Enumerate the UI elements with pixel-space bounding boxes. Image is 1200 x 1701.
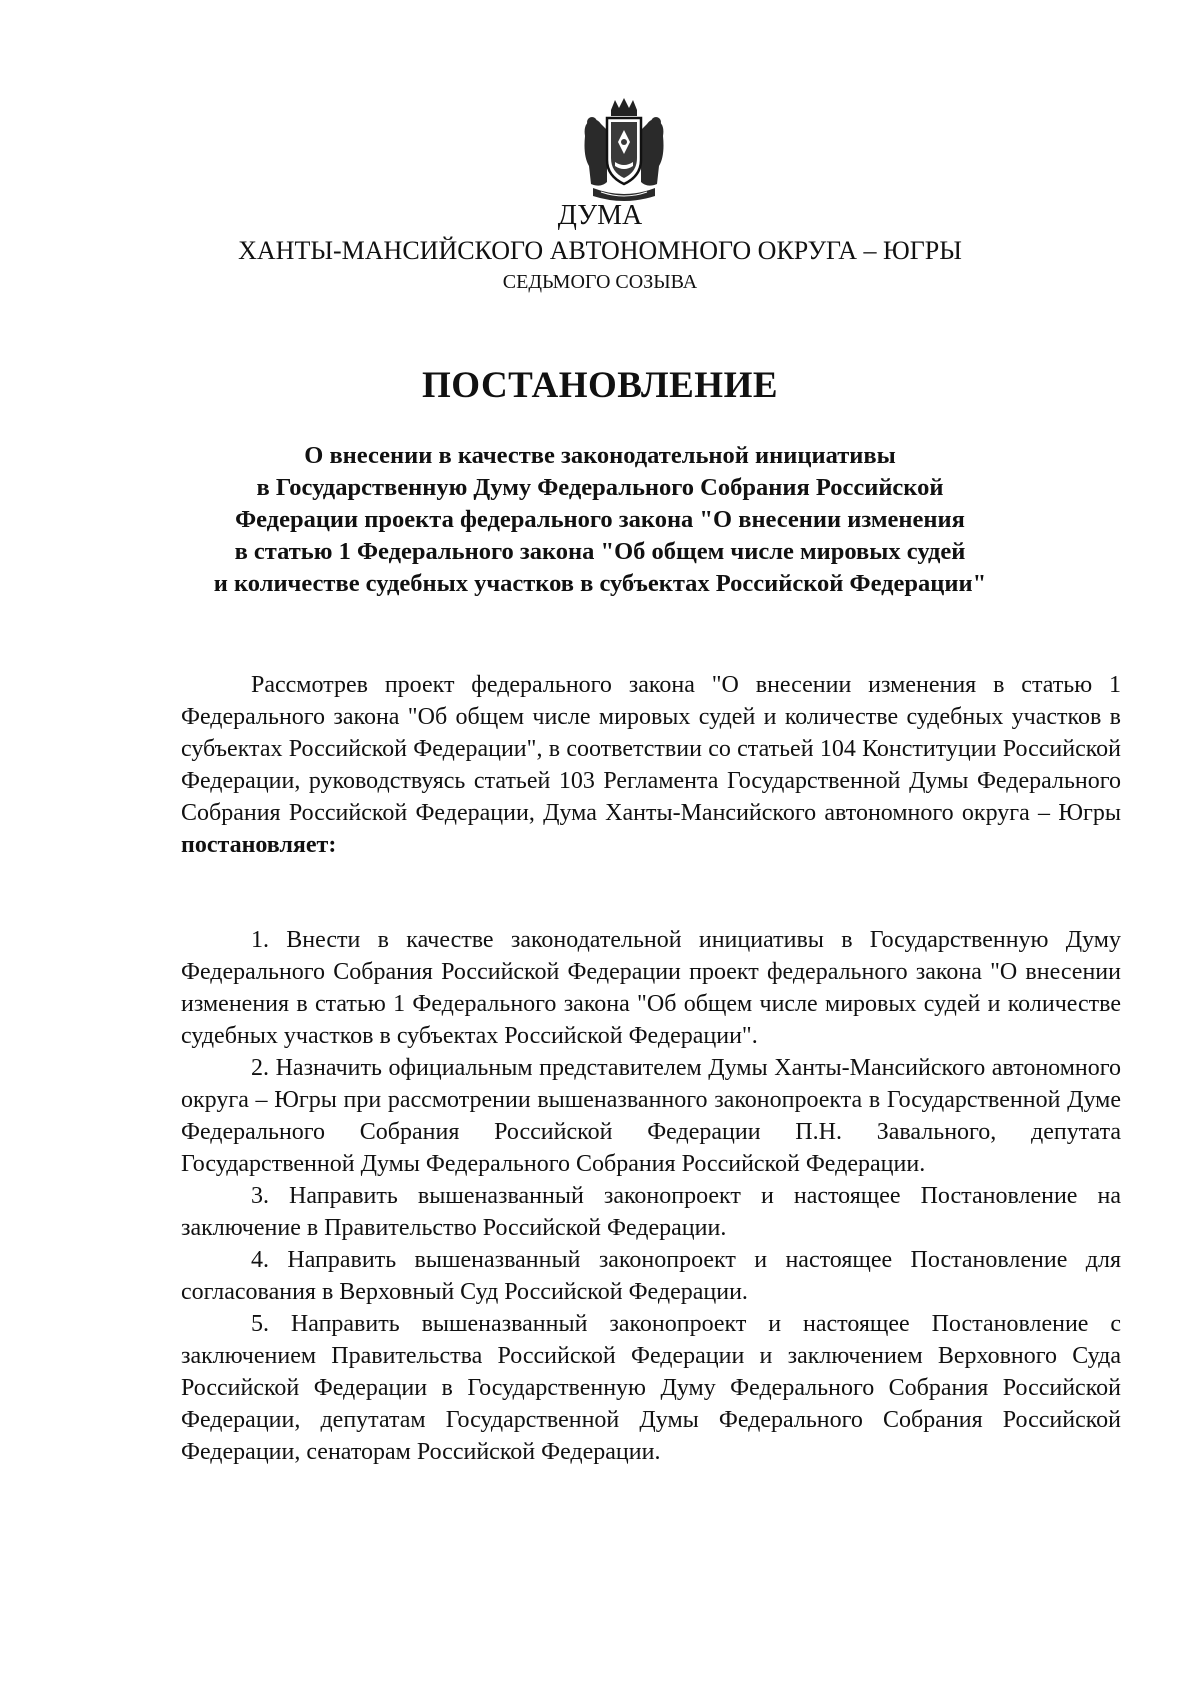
- resolution-item: 2. Назначить официальным представителем Думы Ханты-Мансийского автономного округа – Югры при рассмотрении вышеназванного законопроекта в Государственной Думе Федерального Собрания Российской Федерации П.Н. Завального, депутата Государственной Думы Федерального Собрания Российской Федерации.: [181, 1055, 1121, 1177]
- resolution-item: 4. Направить вышеназванный законопроект и настоящее Постановление для согласования в Верховный Суд Российской Федерации.: [181, 1247, 1121, 1305]
- resolution-item: 5. Направить вышеназванный законопроект и настоящее Постановление с заключением Правительства Российской Федерации и заключением Верховного Суда Российской Федерации в Государственную Думу Федерального Собрания Российской Федерации, депутатам Государственной Думы Федерального Собрания Российской Федерации, сенаторам Российской Федерации.: [181, 1311, 1121, 1465]
- subject-line: в статью 1 Федерального закона "Об общем числе мировых судей: [234, 538, 966, 565]
- org-full-name: ХАНТЫ-МАНСИЙСКОГО АВТОНОМНОГО ОКРУГА – ЮГРЫ: [238, 236, 962, 265]
- preamble-text: Рассмотрев проект федерального закона "О внесении изменения в статью 1 Федерального закона "Об общем числе мировых судей и количестве судебных участков в субъектах Российской Федерации", в соответствии со статьей 104 Конституции Российской Федерации, руководствуясь статьей 103 Регламента Государственной Думы Федерального Собрания Российской Федерации, Дума Ханты-Мансийского автономного округа – Югры: [181, 672, 1121, 826]
- document-type: ПОСТАНОВЛЕНИЕ: [421, 365, 779, 406]
- document-subject: [0, 440, 1200, 600]
- preamble: [181, 669, 1121, 861]
- subject-line: Федерации проекта федерального закона "О внесении изменения: [235, 506, 965, 533]
- convocation: СЕДЬМОГО СОЗЫВА: [502, 271, 698, 293]
- subject-line: и количестве судебных участков в субъектах Российской Федерации": [213, 570, 987, 597]
- preamble-paragraph: [181, 669, 1121, 861]
- resolution-items: [181, 924, 1121, 1468]
- resolves-word: постановляет:: [181, 832, 337, 858]
- subject-line: О внесении в качестве законодательной инициативы: [304, 442, 896, 469]
- org-name: ДУМА: [557, 200, 643, 231]
- coat-of-arms-icon: [581, 96, 667, 208]
- resolution-item: 3. Направить вышеназванный законопроект и настоящее Постановление на заключение в Правительство Российской Федерации.: [181, 1183, 1121, 1241]
- resolution-item: 1. Внести в качестве законодательной инициативы в Государственную Думу Федерального Собрания Российской Федерации проект федерального закона "О внесении изменения в статью 1 Федерального закона "Об общем числе мировых судей и количестве судебных участков в субъектах Российской Федерации".: [181, 927, 1121, 1049]
- subject-line: в Государственную Думу Федерального Собрания Российской: [256, 474, 944, 501]
